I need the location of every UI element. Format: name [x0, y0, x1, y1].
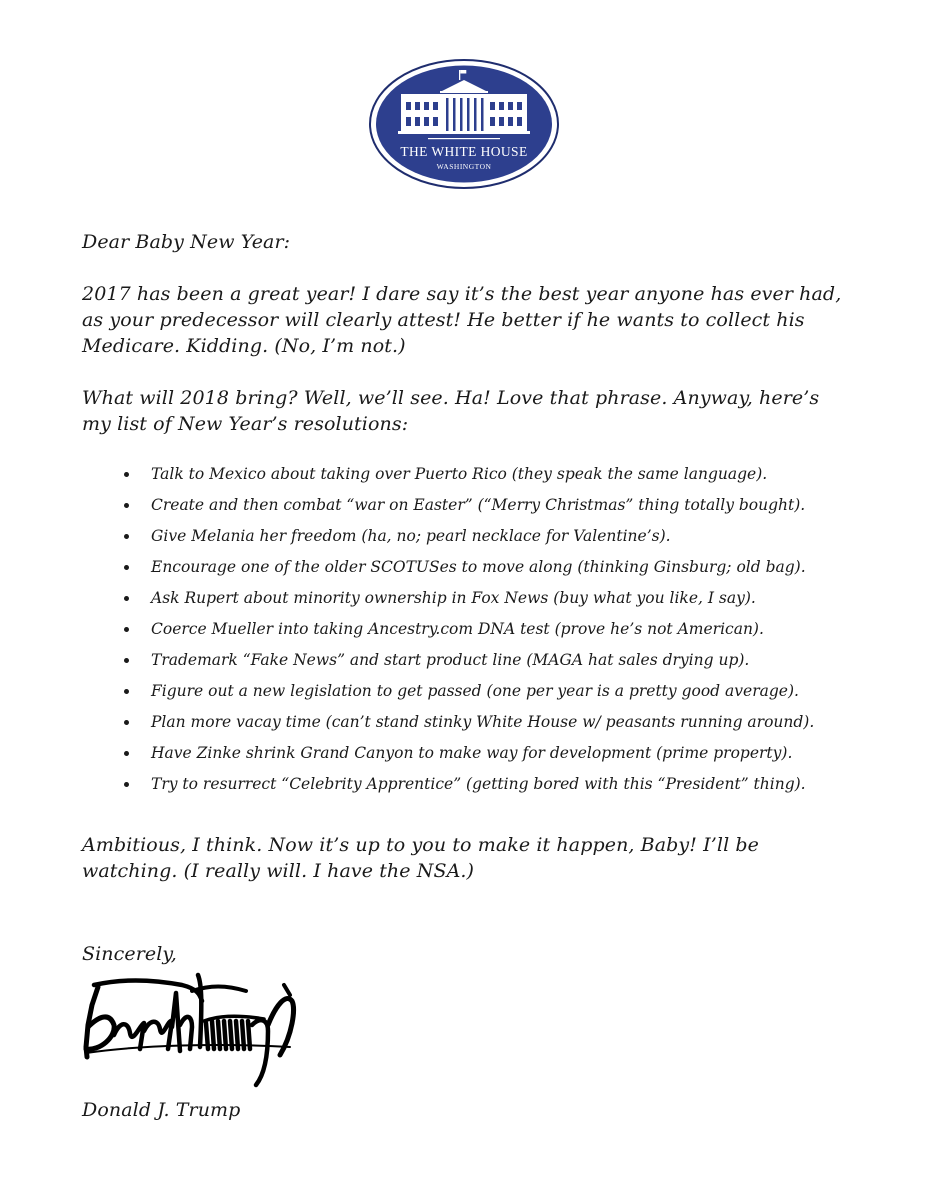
- list-item-text: Figure out a new legislation to get passed (one per year is a pretty good average).: [151, 682, 799, 700]
- closing: Sincerely,: [82, 943, 177, 965]
- list-item-text: Encourage one of the older SCOTUSes to move along (thinking Ginsburg; old bag).: [151, 558, 806, 576]
- list-item-text: Ask Rupert about minority ownership in Fox News (buy what you like, I say).: [151, 589, 756, 607]
- bullet-icon: [124, 720, 129, 725]
- bullet-icon: [124, 689, 129, 694]
- list-item-text: Try to resurrect “Celebrity Apprentice” (getting bored with this “President” thing).: [151, 775, 806, 793]
- list-item-text: Talk to Mexico about taking over Puerto Rico (they speak the same language).: [151, 465, 768, 483]
- paragraph-line: watching. (I really will. I have the NSA.): [82, 860, 475, 882]
- signer-name: Donald J. Trump: [82, 1099, 241, 1121]
- resolutions-list: [124, 464, 884, 805]
- bullet-icon: [124, 627, 129, 632]
- list-item-text: Create and then combat “war on Easter” (“Merry Christmas” thing totally bought).: [151, 496, 806, 514]
- list-item: [124, 774, 884, 805]
- signature-icon: [80, 965, 305, 1090]
- list-item: [124, 588, 884, 619]
- paragraph-line: Ambitious, I think. Now it’s up to you to make it happen, Baby! I’ll be: [82, 834, 759, 856]
- seal-title: THE WHITE HOUSE: [400, 144, 528, 159]
- salutation: Dear Baby New Year:: [82, 231, 291, 253]
- list-item-text: Plan more vacay time (can’t stand stinky White House w/ peasants running around).: [151, 713, 815, 731]
- list-item: [124, 557, 884, 588]
- list-item-text: Give Melania her freedom (ha, no; pearl necklace for Valentine’s).: [151, 527, 671, 545]
- list-item-text: Have Zinke shrink Grand Canyon to make way for development (prime property).: [151, 744, 793, 762]
- list-item: [124, 743, 884, 774]
- paragraph-line: Medicare. Kidding. (No, I’m not.): [82, 335, 406, 357]
- paragraph-resolutions-intro: [82, 385, 862, 437]
- list-item: [124, 712, 884, 743]
- list-item: [124, 619, 884, 650]
- list-item: [124, 495, 884, 526]
- seal-subtitle: WASHINGTON: [436, 162, 492, 171]
- list-item: [124, 681, 884, 712]
- bullet-icon: [124, 503, 129, 508]
- list-item: [124, 650, 884, 681]
- bullet-icon: [124, 596, 129, 601]
- list-item-text: Coerce Mueller into taking Ancestry.com DNA test (prove he’s not American).: [151, 620, 764, 638]
- bullet-icon: [124, 565, 129, 570]
- paragraph-line: What will 2018 bring? Well, we’ll see. Ha! Love that phrase. Anyway, here’s: [82, 387, 820, 409]
- list-item: [124, 464, 884, 495]
- paragraph-ambitious: [82, 832, 862, 884]
- paragraph-intro: [82, 281, 862, 359]
- paragraph-line: 2017 has been a great year! I dare say it’s the best year anyone has ever had,: [82, 283, 842, 305]
- bullet-icon: [124, 534, 129, 539]
- bullet-icon: [124, 472, 129, 477]
- list-item: [124, 526, 884, 557]
- white-house-seal-icon: [368, 58, 560, 190]
- bullet-icon: [124, 782, 129, 787]
- bullet-icon: [124, 658, 129, 663]
- list-item-text: Trademark “Fake News” and start product line (MAGA hat sales drying up).: [151, 651, 750, 669]
- paragraph-line: my list of New Year’s resolutions:: [82, 413, 409, 435]
- bullet-icon: [124, 751, 129, 756]
- paragraph-line: as your predecessor will clearly attest! He better if he wants to collect his: [82, 309, 805, 331]
